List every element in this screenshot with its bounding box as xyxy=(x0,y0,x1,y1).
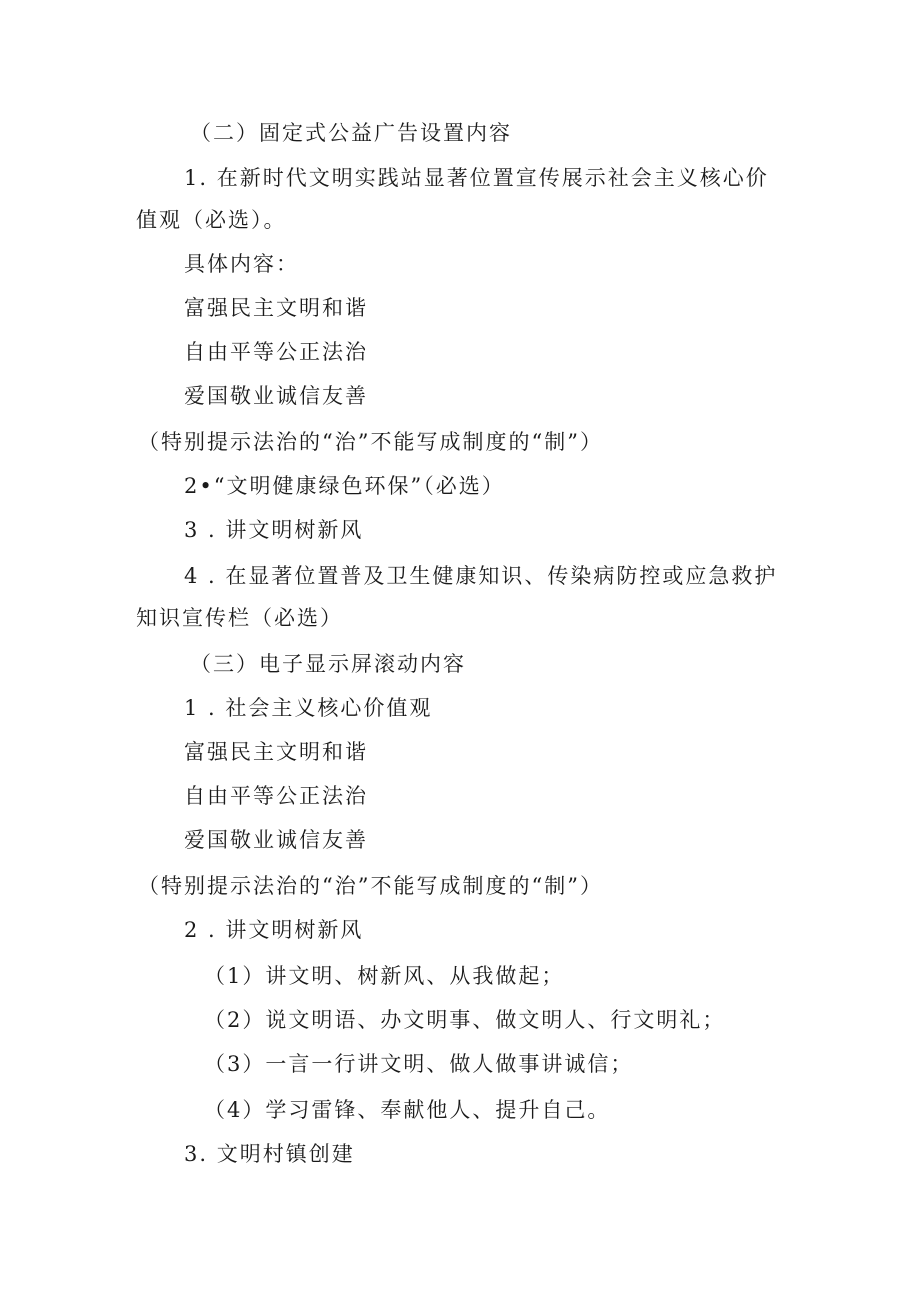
paragraph-line: 1. 在新时代文明实践站显著位置宣传展示社会主义核心价 xyxy=(184,166,769,190)
note-line: （特别提示法治的“治”不能写成制度的“制”） xyxy=(138,430,603,454)
paragraph-line: 2 . 讲文明树新风 xyxy=(184,918,364,942)
value-line: 爱国敬业诚信友善 xyxy=(184,828,368,852)
section-heading: （三）电子显示屏滚动内容 xyxy=(190,652,466,676)
slogan-line: （4）学习雷锋、奉献他人、提升自己。 xyxy=(204,1098,611,1122)
paragraph-line: 1 . 社会主义核心价值观 xyxy=(184,696,433,720)
paragraph-line: 3 . 讲文明树新风 xyxy=(184,518,364,542)
slogan-line: （1）讲文明、树新风、从我做起； xyxy=(204,964,565,988)
paragraph-line: 3. 文明村镇创建 xyxy=(184,1142,355,1166)
value-line: 富强民主文明和谐 xyxy=(184,740,368,764)
value-line: 自由平等公正法治 xyxy=(184,784,368,808)
value-line: 爱国敬业诚信友善 xyxy=(184,384,368,408)
section-heading: （二）固定式公益广告设置内容 xyxy=(190,121,512,145)
paragraph-line: 2•“文明健康绿色环保”（必选） xyxy=(184,474,505,498)
content-label: 具体内容： xyxy=(184,252,299,276)
slogan-line: （2）说文明语、办文明事、做文明人、行文明礼； xyxy=(204,1008,726,1032)
slogan-line: （3）一言一行讲文明、做人做事讲诚信； xyxy=(204,1052,634,1076)
value-line: 富强民主文明和谐 xyxy=(184,296,368,320)
paragraph-line: 值观（必选）。 xyxy=(136,208,287,232)
paragraph-line: 知识宣传栏（必选） xyxy=(136,606,343,630)
paragraph-line: 4 . 在显著位置普及卫生健康知识、传染病防控或应急救护 xyxy=(184,564,778,588)
note-line: （特别提示法治的“治”不能写成制度的“制”） xyxy=(138,874,603,898)
value-line: 自由平等公正法治 xyxy=(184,340,368,364)
